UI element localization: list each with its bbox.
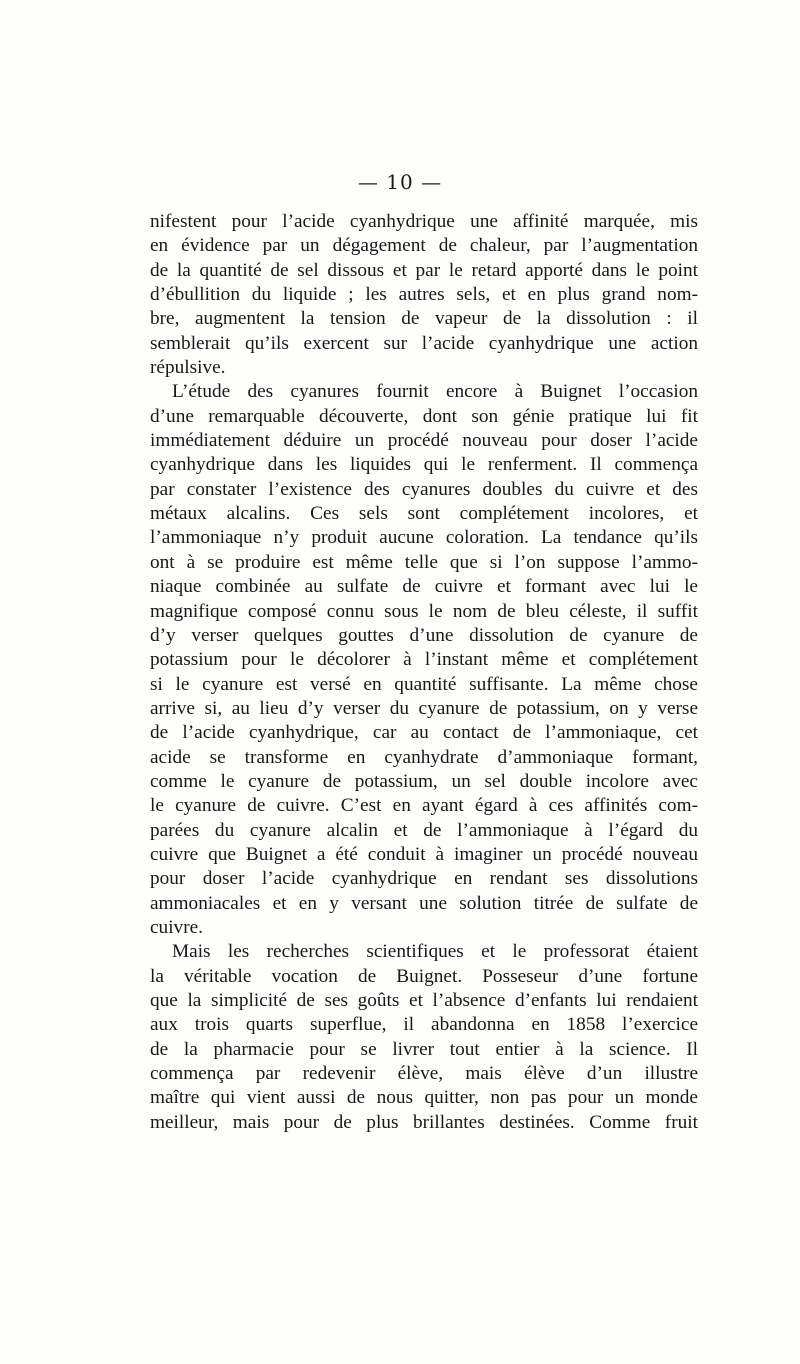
paragraph [150,380,698,940]
text-line: pour doser l’acide cyanhydrique en rendant ses dissolutions [150,868,698,890]
text-line: ammoniacales et en y versant une solution titrée de sulfate de [150,892,698,914]
paragraph [150,940,698,1135]
text-line: commença par redevenir élève, mais élève d’un illustre [150,1063,698,1085]
text-line: bre, augmentent la tension de vapeur de la dissolution : il [150,308,698,330]
text-line: magnifique composé connu sous le nom de bleu céleste, il suffit [150,600,698,622]
text-line: de la quantité de sel dissous et par le retard apporté dans le point [150,259,698,281]
text-line: comme le cyanure de potassium, un sel double incolore avec [150,770,698,792]
text-line: de l’acide cyanhydrique, car au contact de l’ammoniaque, cet [150,722,698,744]
text-line: parées du cyanure alcalin et de l’ammoniaque à l’égard du [150,819,698,841]
text-line: acide se transforme en cyanhydrate d’ammoniaque formant, [150,746,698,768]
page-number: — 10 — [357,170,443,194]
text-line: niaque combinée au sulfate de cuivre et formant avec lui le [150,576,698,598]
text-line: par constater l’existence des cyanures doubles du cuivre et des [150,478,698,500]
text-line: arrive si, au lieu d’y verser du cyanure de potassium, on y verse [150,697,698,719]
text-line: L’étude des cyanures fournit encore à Buignet l’occasion [172,381,698,403]
text-line: Mais les recherches scientifiques et le professorat étaient [172,941,698,963]
text-line: en évidence par un dégagement de chaleur, par l’augmentation [150,235,698,257]
text-line: répulsive. [150,357,226,379]
paragraph [150,210,698,380]
text-line: cuivre. [150,916,203,938]
text-line: semblerait qu’ils exercent sur l’acide cyanhydrique une action [150,332,698,354]
text-line: métaux alcalins. Ces sels sont complétement incolores, et [150,503,698,525]
text-line: aux trois quarts superflue, il abandonna en 1858 l’exercice [150,1014,698,1036]
text-line: ont à se produire est même telle que si l’on suppose l’ammo- [150,551,698,573]
text-line: d’ébullition du liquide ; les autres sels, et en plus grand nom- [150,284,698,306]
text-line: potassium pour le décolorer à l’instant même et complétement [150,649,698,671]
text-line: cuivre que Buignet a été conduit à imaginer un procédé nouveau [150,843,698,865]
text-line: d’y verser quelques gouttes d’une dissolution de cyanure de [150,624,698,646]
text-line: que la simplicité de ses goûts et l’absence d’enfants lui rendaient [150,990,698,1011]
body-text [150,210,698,1135]
text-line: nifestent pour l’acide cyanhydrique une affinité marquée, mis [150,211,698,232]
text-line: immédiatement déduire un procédé nouveau pour doser l’acide [150,430,698,452]
text-line: le cyanure de cuivre. C’est en ayant égard à ces affinités com- [150,795,698,817]
text-line: maître qui vient aussi de nous quitter, non pas pour un monde [150,1087,698,1109]
text-line: cyanhydrique dans les liquides qui le renferment. Il commença [150,454,698,476]
text-line: si le cyanure est versé en quantité suffisante. La même chose [150,673,698,695]
text-line: d’une remarquable découverte, dont son génie pratique lui fit [150,405,698,427]
text-line: l’ammoniaque n’y produit aucune coloration. La tendance qu’ils [150,527,698,549]
text-line: meilleur, mais pour de plus brillantes destinées. Comme fruit [150,1111,698,1133]
text-line: la véritable vocation de Buignet. Posseseur d’une fortune [150,965,698,987]
text-line: de la pharmacie pour se livrer tout entier à la science. Il [150,1038,698,1060]
